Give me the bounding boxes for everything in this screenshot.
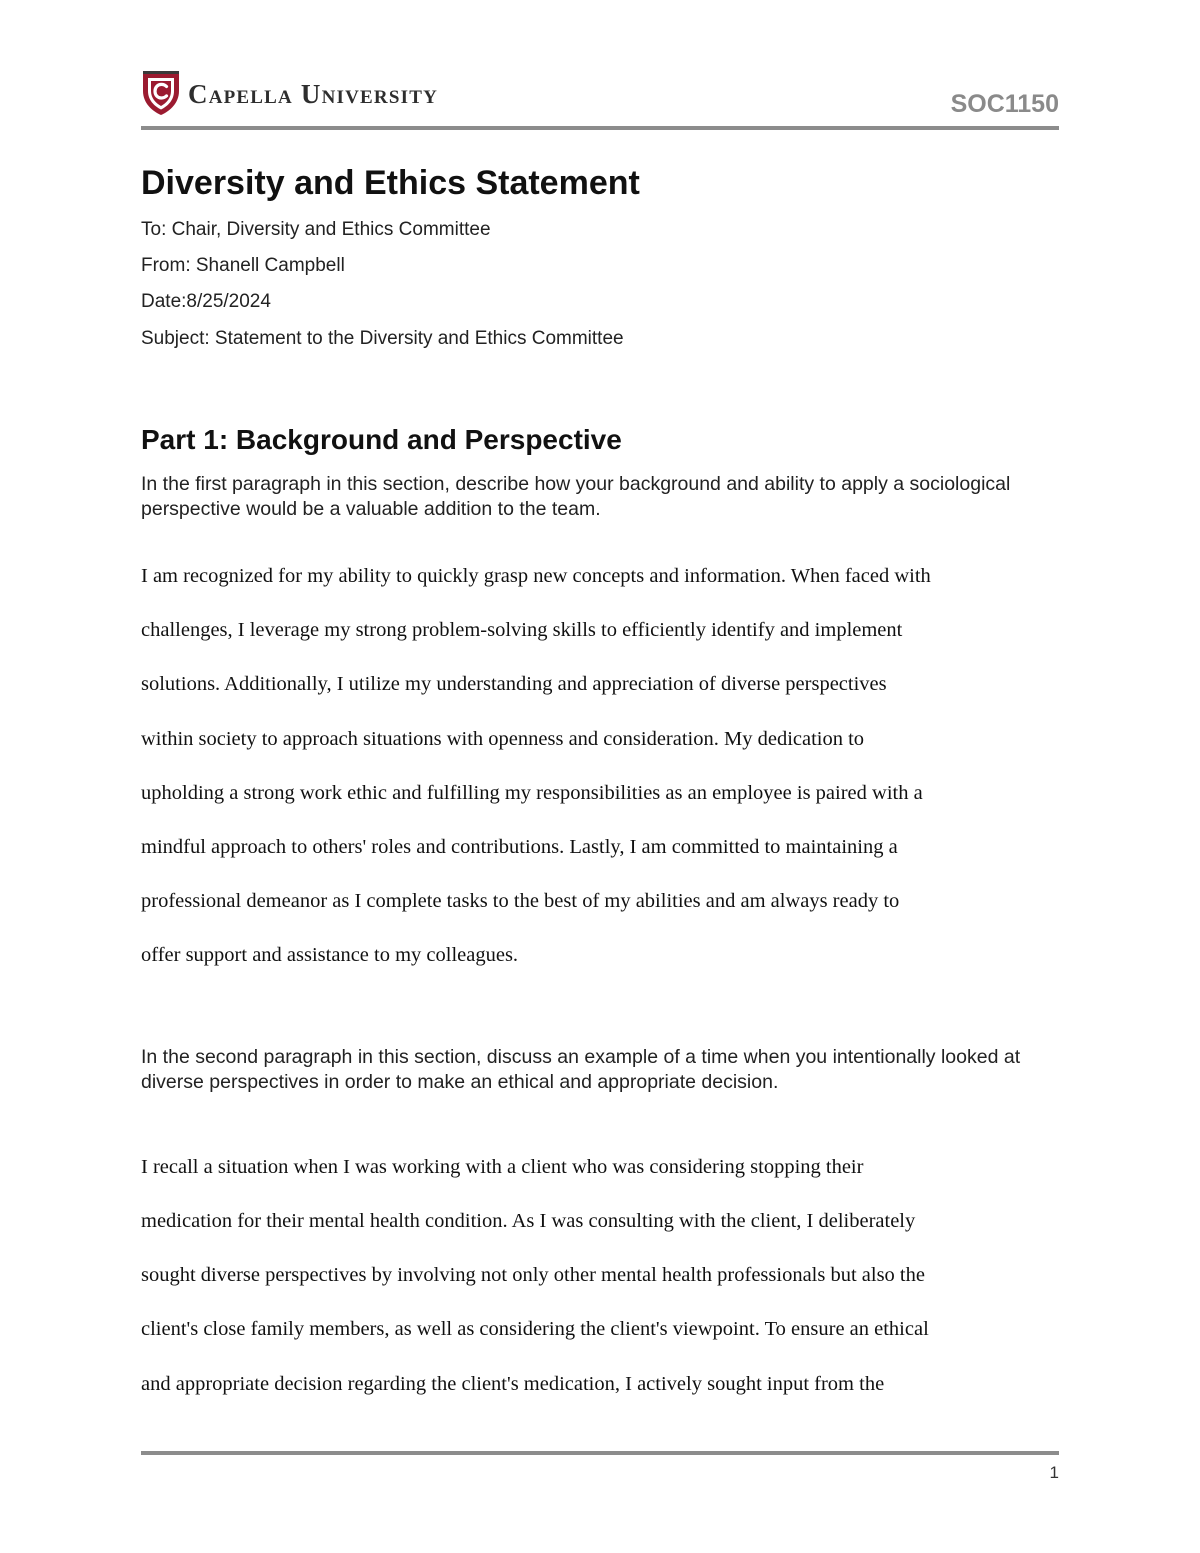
paragraph-line: offer support and assistance to my colleagues.	[141, 944, 519, 966]
section-heading-part1: Part 1: Background and Perspective	[141, 424, 622, 455]
paragraph-line: challenges, I leverage my strong problem-solving skills to efficiently identify and implement	[141, 619, 903, 641]
paragraph-line: sought diverse perspectives by involving not only other mental health professionals but also the	[141, 1264, 925, 1286]
paragraph-line: upholding a strong work ethic and fulfilling my responsibilities as an employee is paired with a	[141, 782, 923, 804]
document-title: Diversity and Ethics Statement	[141, 164, 640, 202]
header-divider	[141, 126, 1059, 130]
course-code: SOC1150	[950, 90, 1059, 118]
section-prompt-1: In the first paragraph in this section, describe how your background and ability to apply a sociological perspective would be a valuable addition to the team.	[141, 473, 1011, 520]
section-prompt-2: In the second paragraph in this section, discuss an example of a time when you intentionally looked at diverse perspectives in order to make an ethical and appropriate decision.	[141, 1046, 1021, 1093]
memo-subject: Subject: Statement to the Diversity and Ethics Committee	[141, 328, 624, 349]
paragraph-line: professional demeanor as I complete tasks to the best of my abilities and am always ready to	[141, 890, 900, 912]
paragraph-line: I am recognized for my ability to quickly grasp new concepts and information. When faced with	[141, 565, 931, 587]
memo-to: To: Chair, Diversity and Ethics Committee	[141, 219, 491, 240]
paragraph-line: within society to approach situations with openness and consideration. My dedication to	[141, 728, 865, 750]
paragraph-line: mindful approach to others' roles and contributions. Lastly, I am committed to maintaining a	[141, 836, 898, 858]
university-name: Capella University	[188, 78, 438, 109]
memo-from: From: Shanell Campbell	[141, 255, 345, 276]
paragraph-line: client's close family members, as well as considering the client's viewpoint. To ensure an ethical	[141, 1318, 929, 1340]
shield-logo-icon	[141, 70, 181, 116]
memo-date: Date:8/25/2024	[141, 291, 271, 312]
paragraph-line: medication for their mental health condition. As I was consulting with the client, I deliberately	[141, 1210, 916, 1232]
university-logo	[141, 70, 438, 116]
paragraph-line: solutions. Additionally, I utilize my understanding and appreciation of diverse perspectives	[141, 673, 887, 695]
page-number: 1	[1049, 1463, 1059, 1482]
paragraph-line: I recall a situation when I was working with a client who was considering stopping their	[141, 1156, 864, 1178]
footer-divider	[141, 1451, 1059, 1455]
page-header	[141, 66, 1059, 132]
paragraph-line: and appropriate decision regarding the client's medication, I actively sought input from the	[141, 1373, 885, 1395]
